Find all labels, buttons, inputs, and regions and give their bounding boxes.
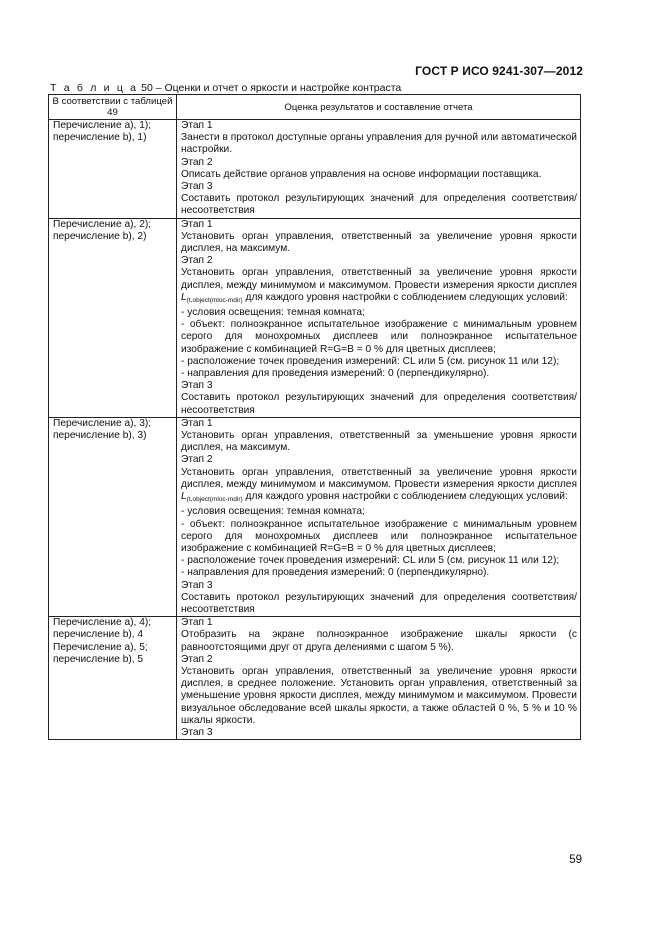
stage-label: Этап 3 [181, 579, 213, 591]
procedure-text: Описать действие органов управления на основе информации поставщика. [181, 168, 542, 180]
condition-text: - условия освещения: темная комната; [181, 506, 365, 518]
condition-text: - объект: полноэкранное испытательное изображение с минимальным уровнем серого для монохромных дисплеев или полноэкранное испытательное изображение с комбинацией R=G=B = 0 % для цветных дисплеев; [181, 518, 577, 554]
stage-label: Этап 1 [181, 417, 213, 429]
row-reference [49, 120, 177, 219]
measure-text: Установить орган управления, ответственный за увеличение уровня яркости дисплея, между минимумом и максимумом. Провести измерения яркости дисплея [181, 267, 577, 291]
measure-text: Установить орган управления, ответственный за увеличение уровня яркости дисплея, между минимумом и максимумом. Провести измерения яркости дисплея [181, 466, 577, 490]
stage-label: Этап 2 [181, 653, 213, 665]
condition-text: - направления для проведения измерений: 0 (перпендикулярно). [181, 368, 490, 380]
ref-line: перечисление b), 2) [53, 230, 147, 242]
row-reference [49, 417, 177, 616]
ref-line: Перечисление a), 4); [53, 617, 152, 629]
luminance-subscript: (t,object(mloc-mdir) [186, 496, 243, 504]
row-procedure [177, 218, 581, 417]
table-row [49, 218, 581, 417]
row-reference [49, 617, 177, 740]
stage-label: Этап 1 [181, 120, 213, 131]
procedure-text: Установить орган управления, ответственный за уменьшение уровня яркости дисплея, на максимум. [181, 430, 577, 454]
stage-label: Этап 3 [181, 181, 213, 193]
procedure-text: Занести в протокол доступные органы управления для ручной или автоматической настройки. [181, 132, 577, 156]
table-row [49, 417, 581, 616]
luminance-subscript: (t,object(mloc-mdir) [186, 296, 243, 304]
ref-line: Перечисление a), 2); [53, 218, 152, 230]
luminance-symbol: L [181, 491, 187, 503]
ref-line: Перечисление a), 1); [53, 120, 152, 131]
stage-label: Этап 3 [181, 726, 213, 738]
ref-line: перечисление b), 5 [53, 653, 144, 665]
measure-tail: для каждого уровня настройки с соблюдением следующих условий: [245, 491, 568, 503]
stage-label: Этап 2 [181, 156, 213, 168]
table-header-row [49, 95, 581, 120]
stage-label: Этап 2 [181, 255, 213, 267]
col2-header: Оценка результатов и составление отчета [177, 95, 581, 120]
assessment-table [48, 94, 581, 740]
condition-text: - расположение точек проведения измерений: CL или 5 (см. рисунок 11 или 12); [181, 355, 560, 367]
stage-label: Этап 1 [181, 218, 213, 230]
ref-line: Перечисление a), 5; [53, 641, 148, 653]
caption-prefix: Т а б л и ц а [50, 82, 139, 94]
measure-tail: для каждого уровня настройки с соблюдением следующих условий: [245, 291, 568, 303]
condition-text: - объект: полноэкранное испытательное изображение с минимальным уровнем серого для монохромных дисплеев или полноэкранное испытательное изображение с комбинацией R=G=B = 0 % для цветных дисплеев; [181, 319, 577, 355]
row-procedure [177, 617, 581, 740]
procedure-text: Установить орган управления, ответственный за увеличение уровня яркости дисплея, на максимум. [181, 230, 577, 255]
table-row [49, 617, 581, 740]
row-procedure [177, 120, 581, 219]
condition-text: - направления для проведения измерений: 0 (перпендикулярно). [181, 567, 490, 579]
ref-line: перечисление b), 4 [53, 629, 144, 641]
ref-line: перечисление b), 3) [53, 430, 147, 442]
stage-label: Этап 3 [181, 380, 213, 392]
table-caption [50, 82, 401, 94]
ref-line: перечисление b), 1) [53, 132, 147, 144]
procedure-text: Составить протокол результирующих значений для определения соответствия/несоответствия [181, 591, 577, 615]
row-procedure [177, 417, 581, 616]
col1-header: В соответствии с таблицей 49 [49, 95, 177, 120]
luminance-symbol: L [181, 291, 187, 303]
procedure-text: Отобразить на экране полноэкранное изображение шкалы яркости (с равноотстоящими друг от друга делениями с шагом 5 %). [181, 629, 577, 653]
standard-header: ГОСТ Р ИСО 9241-307—2012 [415, 64, 583, 78]
procedure-text: Установить орган управления, ответственный за увеличение уровня яркости дисплея, в среднее положение. Установить орган управления, ответственный за уменьшение уровня яркости дисплея, между минимумом и максимумом. Провести визуальное обследование всей шкалы яркости, а также областей 0 %, 5 % и 10 % шкалы яркости. [181, 665, 577, 726]
row-reference [49, 218, 177, 417]
ref-line: Перечисление a), 3); [53, 417, 152, 429]
procedure-text [181, 467, 577, 507]
condition-text: - расположение точек проведения измерений: CL или 5 (см. рисунок 11 или 12); [181, 555, 560, 567]
table-row [49, 120, 581, 219]
stage-label: Этап 1 [181, 617, 213, 629]
procedure-text: Составить протокол результирующих значений для определения соответствия/несоответствия [181, 193, 577, 217]
caption-text: 50 – Оценки и отчет о яркости и настройке контраста [138, 82, 402, 94]
stage-label: Этап 2 [181, 454, 213, 466]
procedure-text: Составить протокол результирующих значений для определения соответствия/несоответствия [181, 392, 577, 416]
procedure-text [181, 267, 577, 307]
condition-text: - условия освещения: темная комната; [181, 307, 365, 319]
page-number: 59 [569, 854, 582, 866]
